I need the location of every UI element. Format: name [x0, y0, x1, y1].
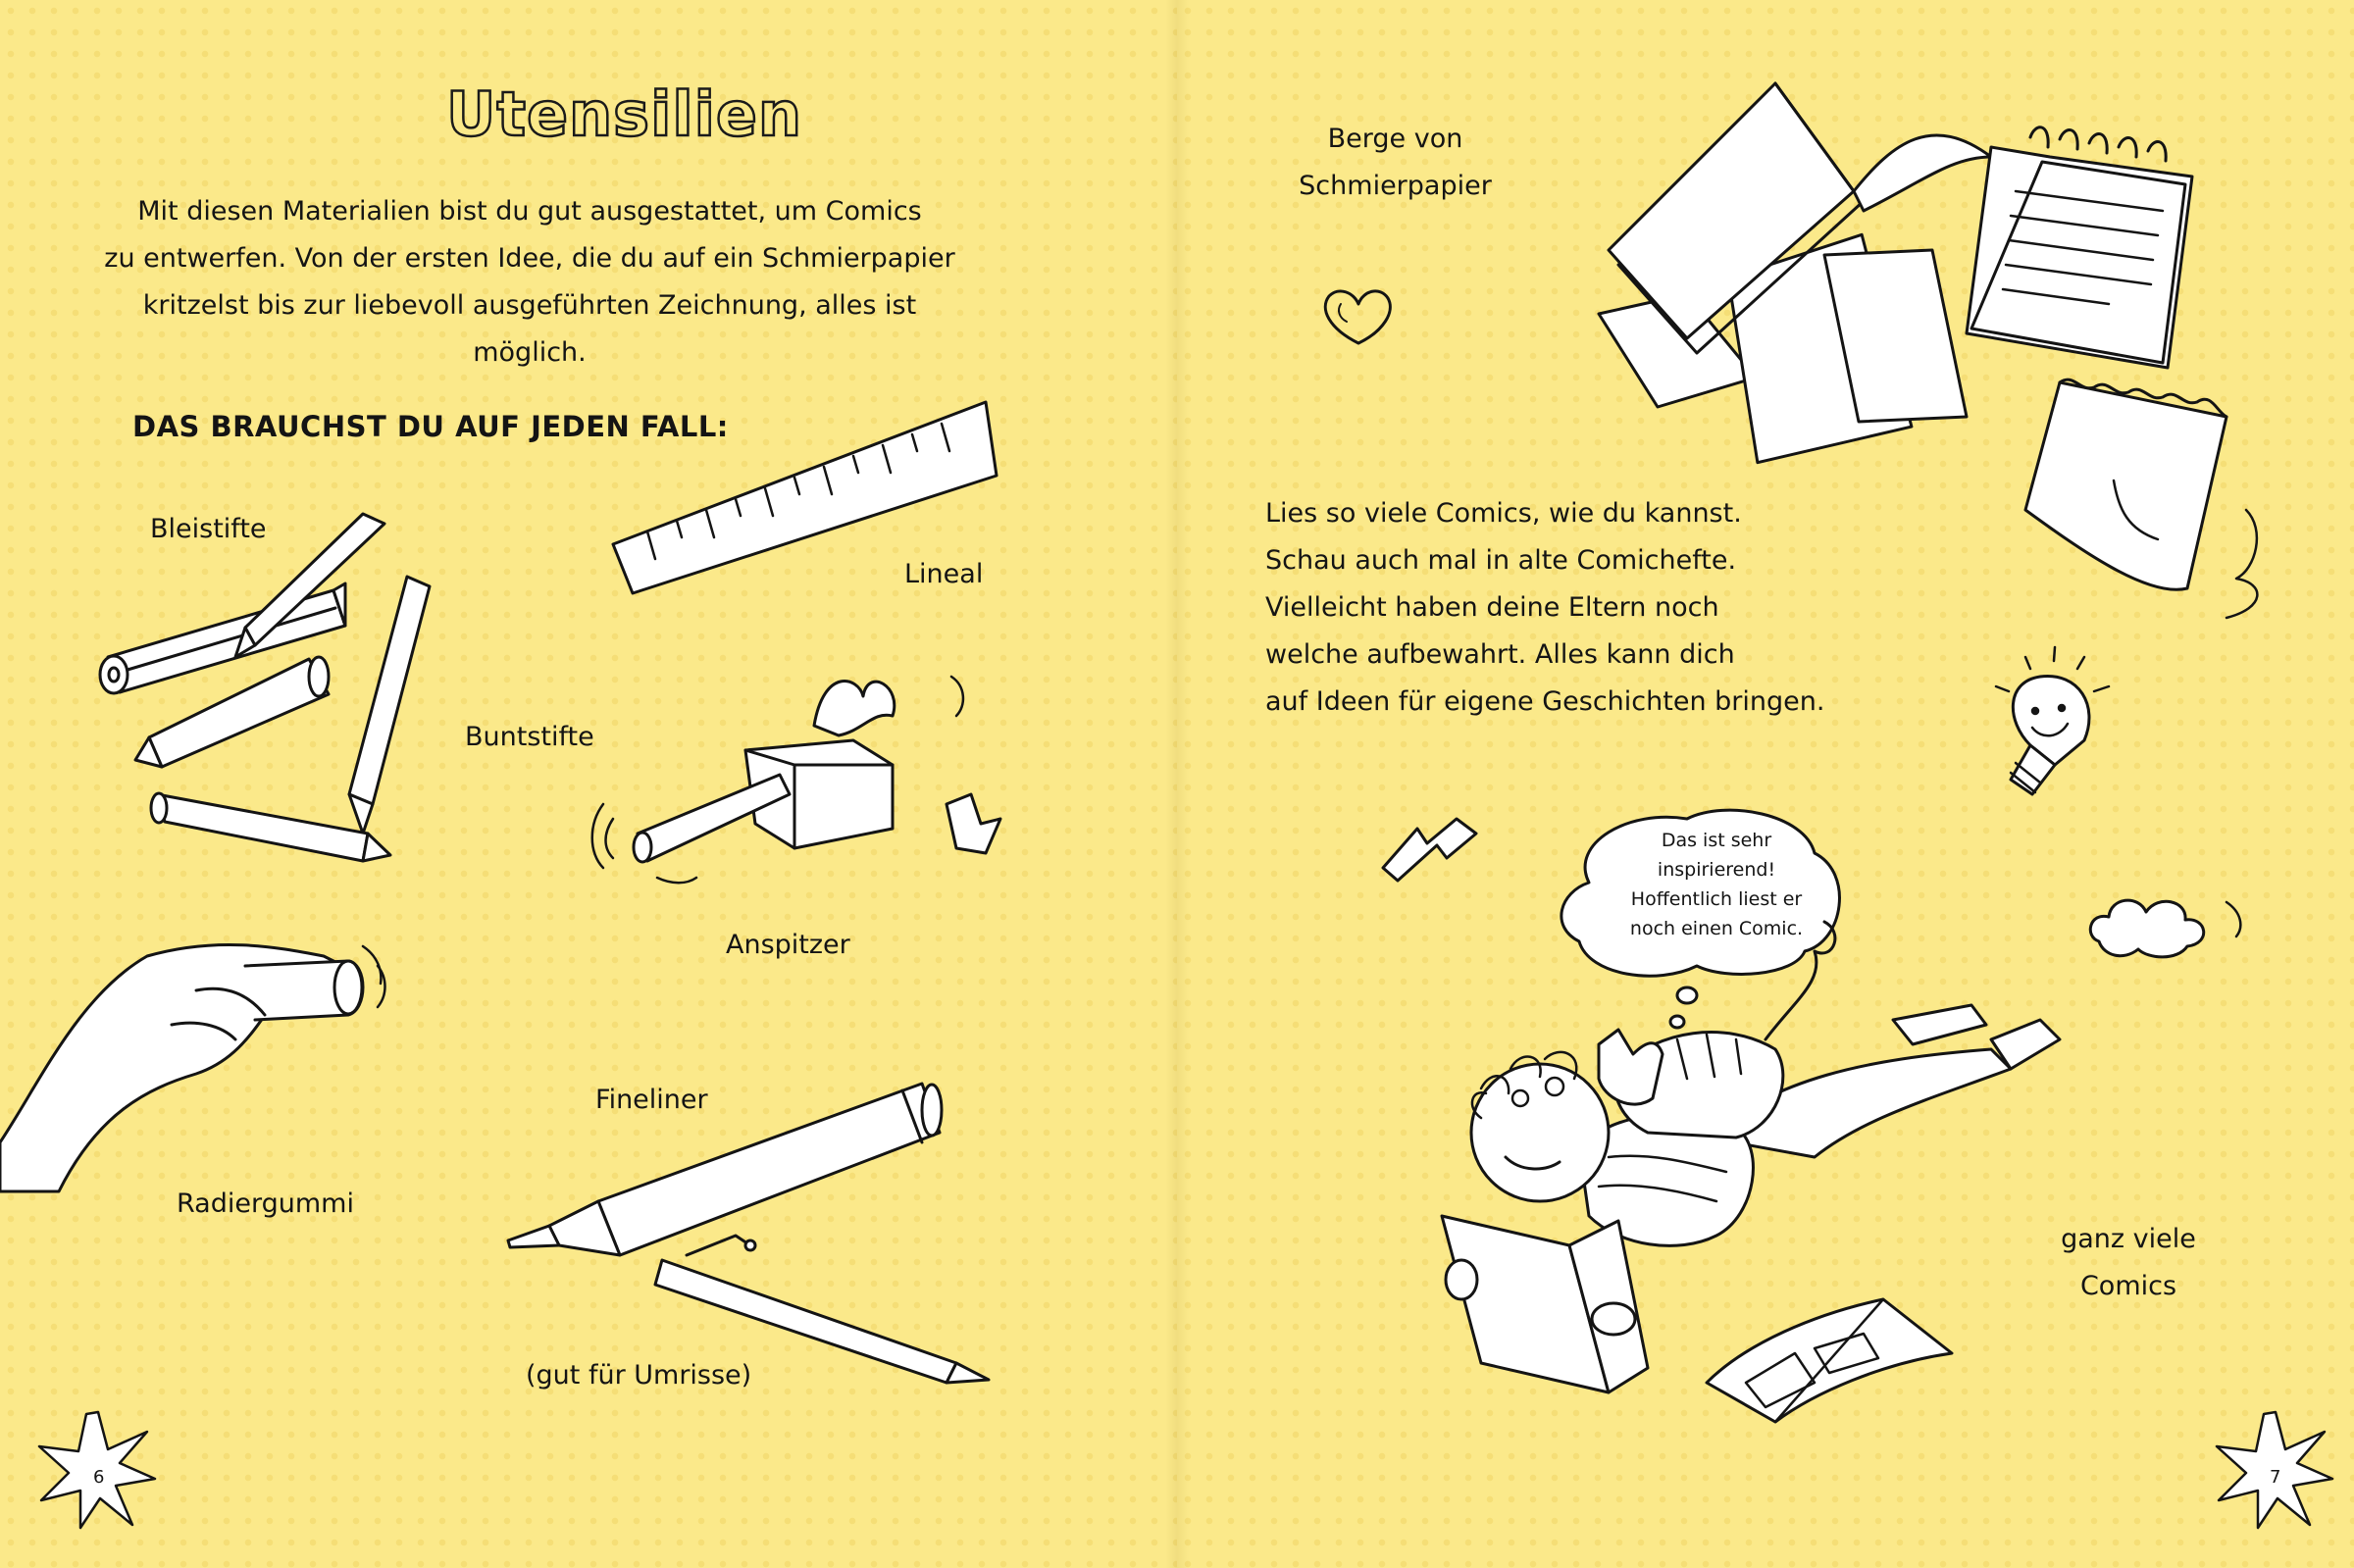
section-heading: DAS BRAUCHST DU AUF JEDEN FALL: — [132, 410, 729, 443]
label-line: Berge von — [1327, 124, 1463, 154]
intro-line: kritzelst bis zur liebevoll ausgeführten Zeichnung, alles ist möglich. — [142, 290, 917, 368]
pencils-illustration — [88, 510, 481, 883]
label-anspitzer: Anspitzer — [726, 930, 850, 960]
label-comics — [2030, 1216, 2226, 1310]
lightning-icon — [1378, 814, 1486, 883]
bubble-line: inspirierend! — [1657, 859, 1776, 881]
paragraph-line: welche aufbewahrt. Alles kann dich — [1265, 639, 1735, 670]
lightbulb-icon — [1971, 647, 2128, 814]
page-number-right: 7 — [2270, 1467, 2281, 1488]
hand-eraser-illustration — [0, 917, 412, 1191]
paragraph-line: auf Ideen für eigene Geschichten bringen. — [1265, 686, 1825, 717]
label-fineliner: Fineliner — [595, 1085, 708, 1115]
intro-line: Mit diesen Materialien bist du gut ausgestattet, um Comics — [137, 196, 922, 227]
page-number-left: 6 — [93, 1467, 105, 1488]
ruler-illustration — [608, 397, 1000, 603]
fineliner-illustration — [500, 1079, 1010, 1402]
label-fineliner-note: (gut für Umrisse) — [526, 1360, 752, 1391]
boy-reading-illustration — [1422, 961, 2089, 1481]
label-line: ganz viele — [2061, 1224, 2196, 1254]
paper-pile-illustration — [1599, 83, 2011, 466]
book-gutter — [1165, 0, 1189, 1568]
paragraph-line: Lies so viele Comics, wie du kannst. — [1265, 498, 1742, 529]
label-bleistifte: Bleistifte — [150, 514, 267, 544]
bubble-line: Hoffentlich liest er — [1630, 888, 1803, 910]
reading-paragraph — [1265, 490, 1824, 726]
label-buntstifte: Buntstifte — [465, 722, 594, 752]
label-lineal: Lineal — [904, 559, 984, 589]
label-radiergummi: Radiergummi — [177, 1189, 354, 1219]
heart-icon — [1319, 284, 1398, 353]
label-schmierpapier — [1275, 116, 1515, 210]
paragraph-line: Schau auch mal in alte Comichefte. — [1265, 545, 1737, 576]
intro-line: zu entwerfen. Von der ersten Idee, die du auf ein Schmierpapier — [104, 243, 955, 274]
label-line: Comics — [2079, 1271, 2177, 1301]
bubble-line: Das ist sehr — [1661, 830, 1772, 851]
bubble-line: noch einen Comic. — [1629, 918, 1804, 939]
label-line: Schmierpapier — [1299, 171, 1492, 201]
page-title: Utensilien — [446, 78, 803, 150]
intro-text — [88, 188, 971, 377]
cloud-icon — [2079, 883, 2256, 971]
paragraph-line: Vielleicht haben deine Eltern noch — [1265, 592, 1719, 623]
torn-sheet-illustration — [2021, 373, 2256, 637]
notepad-illustration — [1962, 118, 2197, 373]
sharpener-illustration — [598, 657, 1030, 892]
thought-bubble-text — [1599, 826, 1834, 943]
